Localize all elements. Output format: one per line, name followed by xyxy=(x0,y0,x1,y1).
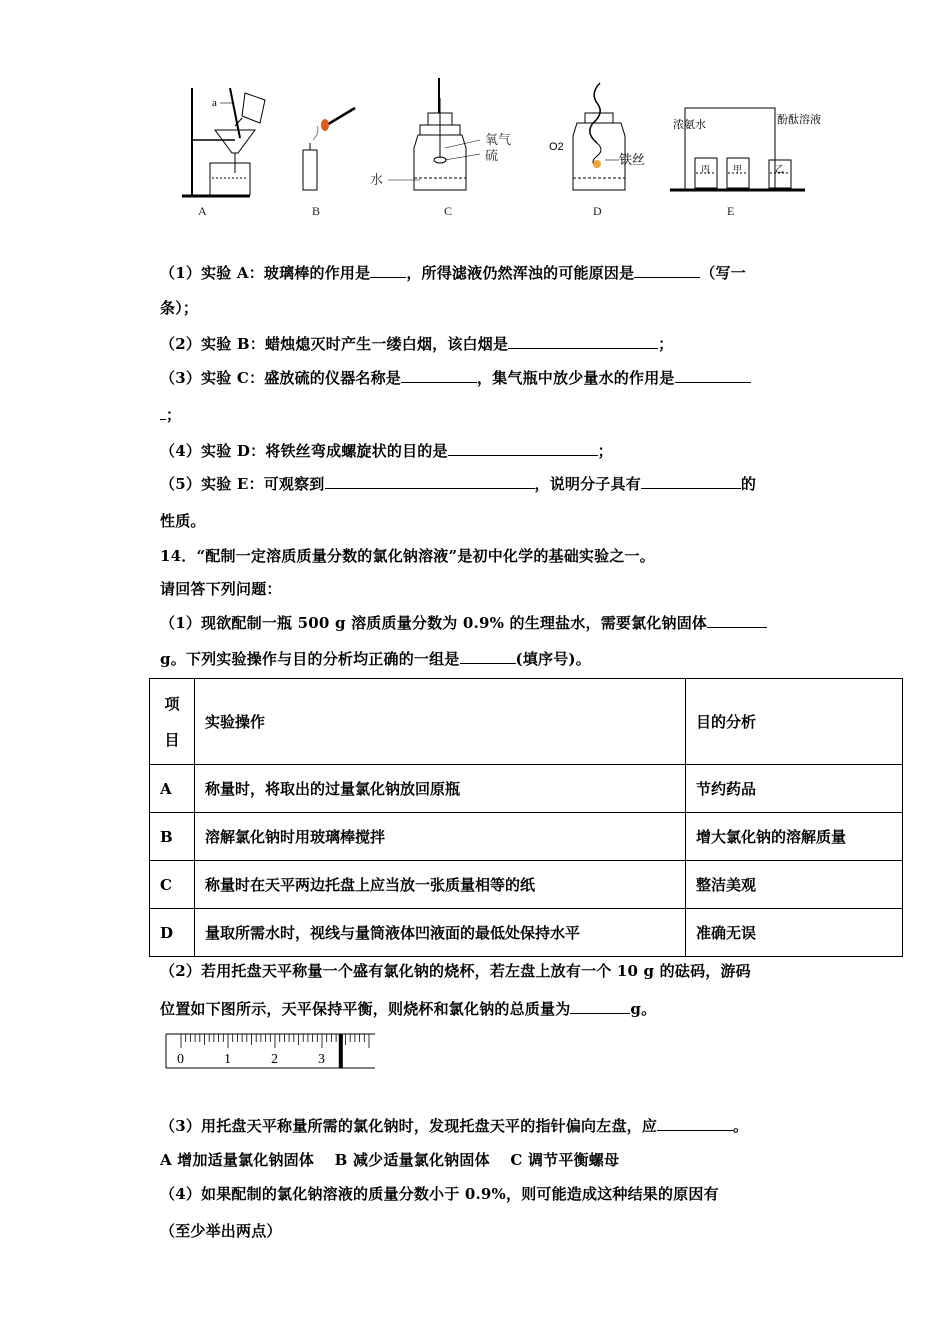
answer-blank[interactable] xyxy=(707,612,767,628)
q14-4-cont: （至少举出两点） xyxy=(160,1222,282,1240)
table-header-row xyxy=(150,679,903,765)
answer-blank[interactable] xyxy=(401,367,477,383)
answer-blank[interactable] xyxy=(370,262,406,278)
figure-b-label: B xyxy=(312,204,321,218)
figure-d-label: D xyxy=(593,204,602,218)
row-item: A xyxy=(150,765,195,813)
q13-5: （5）实验 E：可观察到 ，说明分子具有 的 xyxy=(160,475,757,493)
answer-blank[interactable] xyxy=(460,648,516,664)
experiment-figures xyxy=(170,78,821,226)
row-analysis: 增大氯化钠的溶解质量 xyxy=(686,813,903,861)
svg-text:O2: O2 xyxy=(549,141,564,153)
row-item: C xyxy=(150,861,195,909)
balance-rider-scale xyxy=(165,1030,380,1072)
svg-text:硫: 硫 xyxy=(485,149,499,164)
answer-blank[interactable] xyxy=(675,367,751,383)
svg-text:甲: 甲 xyxy=(733,165,743,175)
rider-marker xyxy=(339,1034,343,1068)
q13-3: （3）实验 C：盛放硫的仪器名称是 ，集气瓶中放少量水的作用是 xyxy=(160,367,751,388)
ruler-tick-label: 3 xyxy=(318,1052,325,1067)
svg-text:酚酞溶液: 酚酞溶液 xyxy=(777,113,821,126)
q13-4: （4）实验 D：将铁丝弯成螺旋状的目的是 ； xyxy=(160,442,613,460)
q14-3-options: A 增加适量氯化钠固体 B 减少适量氯化钠固体 C 调节平衡螺母 xyxy=(160,1151,620,1169)
figure-c-label: C xyxy=(444,204,453,218)
figure-a-filtration xyxy=(180,78,290,203)
svg-text:铁丝: 铁丝 xyxy=(619,153,646,168)
answer-blank[interactable] xyxy=(657,1115,733,1131)
figure-b-candle xyxy=(295,78,365,203)
header-item: 项目 xyxy=(150,679,195,765)
q13-1-cont: 条）； xyxy=(160,299,199,317)
row-analysis: 准确无误 xyxy=(686,909,903,957)
q14-3: （3）用托盘天平称量所需的氯化钠时，发现托盘天平的指针偏向左盘，应 。 xyxy=(160,1117,749,1135)
operations-table xyxy=(149,678,903,957)
q14-1-cont: g。下列实验操作与目的分析均正确的一组是 (填序号)。 xyxy=(160,650,591,668)
svg-text:丙: 丙 xyxy=(701,165,711,175)
figure-d-iron xyxy=(545,78,655,203)
ruler-tick-label: 1 xyxy=(224,1052,231,1067)
figure-e-label: E xyxy=(727,204,735,218)
q14-intro: 请回答下列问题： xyxy=(160,580,282,598)
svg-text:水: 水 xyxy=(370,173,384,188)
table-row xyxy=(150,909,903,957)
row-operation: 称量时，将取出的过量氯化钠放回原瓶 xyxy=(195,765,686,813)
q14-4: （4）如果配制的氯化钠溶液的质量分数小于 0.9%，则可能造成这种结果的原因有 xyxy=(160,1185,719,1203)
row-operation: 溶解氯化钠时用玻璃棒搅拌 xyxy=(195,813,686,861)
answer-blank[interactable] xyxy=(634,262,700,278)
q13-5-cont: 性质。 xyxy=(160,512,206,530)
q13-3-cont: ； xyxy=(160,404,181,425)
answer-blank[interactable] xyxy=(448,440,598,456)
svg-text:氧气: 氧气 xyxy=(485,133,512,148)
ruler-tick-label: 2 xyxy=(271,1052,278,1067)
table-row xyxy=(150,861,903,909)
row-analysis: 节约药品 xyxy=(686,765,903,813)
svg-text:a: a xyxy=(212,97,217,109)
ruler-tick-label: 0 xyxy=(177,1052,184,1067)
q14-2: （2）若用托盘天平称量一个盛有氯化钠的烧杯，若左盘上放有一个 10 g 的砝码，游码 xyxy=(160,962,751,980)
answer-blank[interactable] xyxy=(325,473,535,489)
q14-1: （1）现欲配制一瓶 500 g 溶质质量分数为 0.9% 的生理盐水，需要氯化钠固体 xyxy=(160,612,767,633)
answer-blank[interactable] xyxy=(641,473,741,489)
q14-title: 14．“配制一定溶质质量分数的氯化钠溶液”是初中化学的基础实验之一。 xyxy=(160,547,655,565)
q13-2: （2）实验 B：蜡烛熄灭时产生一缕白烟，该白烟是 ； xyxy=(160,335,674,353)
answer-blank[interactable] xyxy=(570,998,630,1014)
row-item: B xyxy=(150,813,195,861)
q13-1: （1）实验 A：玻璃棒的作用是 ，所得滤液仍然浑浊的可能原因是 （写一 xyxy=(160,264,746,282)
q14-2-cont: 位置如下图所示，天平保持平衡，则烧杯和氯化钠的总质量为 g。 xyxy=(160,1000,657,1018)
row-operation: 称量时在天平两边托盘上应当放一张质量相等的纸 xyxy=(195,861,686,909)
svg-text:浓氨水: 浓氨水 xyxy=(673,118,706,131)
figure-e-diffusion xyxy=(665,78,821,203)
figure-a-label: A xyxy=(198,204,207,218)
row-analysis: 整洁美观 xyxy=(686,861,903,909)
table-row xyxy=(150,813,903,861)
row-operation: 量取所需水时，视线与量筒液体凹液面的最低处保持水平 xyxy=(195,909,686,957)
svg-text:乙: 乙 xyxy=(775,165,785,175)
row-item: D xyxy=(150,909,195,957)
answer-blank[interactable] xyxy=(508,333,658,349)
header-analysis: 目的分析 xyxy=(686,679,903,765)
figure-c-sulfur xyxy=(370,78,510,203)
table-row xyxy=(150,765,903,813)
header-operation: 实验操作 xyxy=(195,679,686,765)
